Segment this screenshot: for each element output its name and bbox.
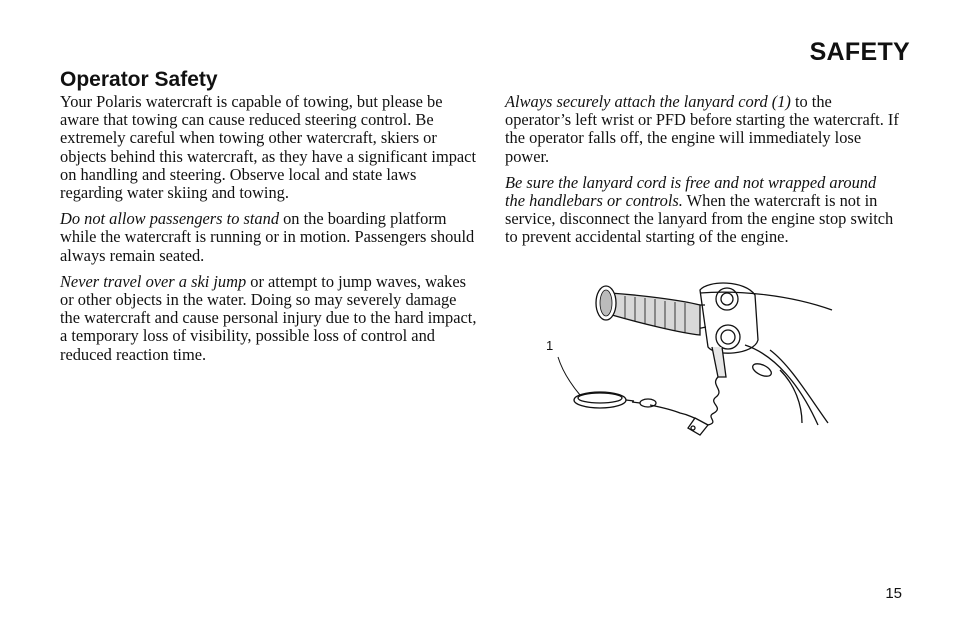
lanyard-free-paragraph (505, 174, 900, 247)
passengers-emphasis: Do not allow passengers to stand (60, 209, 280, 229)
page-number: 15 (885, 585, 902, 602)
passengers-paragraph (60, 210, 478, 265)
ski-jump-text: or attempt to jump waves, wakes or other objects in the water. Doing so may severely damage the watercraft and cause personal injury due to the hard impact, a temporary loss of visibility, possible loss of control and reduced reaction time. (60, 271, 477, 364)
lanyard-handlebar-illustration (540, 275, 840, 450)
lanyard-attach-emphasis: Always securely attach the lanyard cord (1) (505, 92, 791, 111)
lanyard-attach-paragraph (505, 93, 900, 166)
lanyard-attach-text: to the operator’s left wrist or PFD before starting the watercraft. If the operator falls off, the engine will immediately lose power. (505, 92, 899, 166)
right-column (505, 93, 900, 255)
left-column (60, 93, 478, 372)
lanyard-free-text: When the watercraft is not in service, disconnect the lanyard from the engine stop switch to prevent accidental starting of the engine. (505, 191, 894, 247)
towing-paragraph: Your Polaris watercraft is capable of towing, but please be aware that towing can cause reduced steering control. Be extremely careful when towing other watercraft, skiers or objects behind this watercraft, as they have a significant impact on handling and steering. Observe local and state laws regarding water skiing and towing. (60, 92, 476, 203)
section-title: SAFETY (809, 38, 910, 66)
lanyard-free-emphasis: Be sure the lanyard cord is free and not wrapped around the handlebars or controls. (505, 172, 877, 211)
ski-jump-paragraph (60, 273, 478, 364)
page-heading: Operator Safety (60, 68, 218, 91)
ski-jump-emphasis: Never travel over a ski jump (60, 271, 247, 291)
passengers-text: on the boarding platform while the watercraft is running or in motion. Passengers should always remain seated. (60, 209, 475, 265)
callout-label: 1 (546, 338, 554, 353)
